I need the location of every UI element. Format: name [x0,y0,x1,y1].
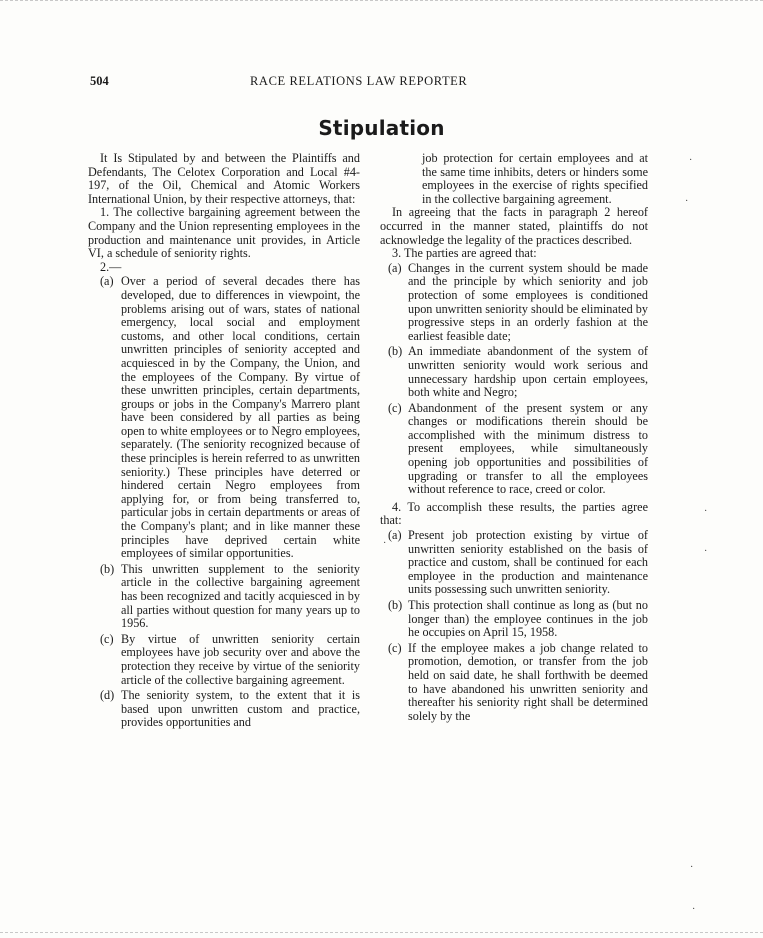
paragraph-4-intro: 4. To accomplish these results, the parties agree that: [380,499,648,528]
scan-speck: · [689,155,693,166]
scan-speck: · [704,546,708,557]
item-label: (a) [100,274,114,289]
paragraph-4c [380,642,648,724]
running-head: RACE RELATIONS LAW REPORTER [250,74,468,88]
item-text: Abandonment of the present system or any changes or modifications therein should be accomplished with the minimum distress to present employees, while simultaneously opening job opportunities and possibilities of upgrading or transfer to all the employees without reference to race, creed or color. [408,400,648,497]
bottom-scan-edge [0,932,763,933]
paragraph-2d [88,689,360,730]
scan-speck: · [383,538,387,549]
paragraph-1: 1. The collective bargaining agreement between the Company and the Union representing employees in the production and maintenance unit provides, in Article VI, a schedule of seniority rights. [88,205,360,261]
paragraph-4b [380,599,648,640]
scan-speck: · [692,904,696,915]
item-label: (b) [388,598,403,612]
item-label: (c) [388,640,402,655]
item-text: The seniority system, to the extent that it is based upon unwritten custom and practice, provides opportunities and [121,688,360,730]
item-label: (a) [388,260,402,275]
scan-speck: · [690,862,694,873]
agreeing-paragraph: In agreeing that the facts in paragraph 2 hereof occurred in the manner stated, plaintiffs do not acknowledge the legality of the practices described. [380,205,648,247]
item-text: An immediate abandonment of the system of unwritten seniority would work serious and unnecessary hardship upon certain employees, both white and Negro; [408,344,648,400]
scan-speck: · [685,196,689,207]
item-text: If the employee makes a job change related to promotion, demotion, or transfer from the job held on said date, he shall forthwith be deemed to have abandoned his unwritten seniority and thereafter his seniority right shall be determined solely by the [408,640,648,723]
intro-paragraph: It Is Stipulated by and between the Plaintiffs and Defendants, The Celotex Corporation and Local #4-197, of the Oil, Chemical and Atomic Workers International Union, by their respective attorneys, that: [88,151,360,206]
paragraph-4a [380,529,648,597]
paragraph-3a [380,262,648,344]
item-label: (c) [388,400,402,415]
document-title: Stipulation [318,116,445,140]
paragraph-2b [88,563,360,631]
left-column [88,152,360,730]
page-number: 504 [90,74,109,88]
paragraph-3c [380,402,648,497]
paragraph-3-intro: 3. The parties are agreed that: [392,246,537,261]
item-label: (b) [100,561,115,576]
item-text: This protection shall continue as long as (but no longer than) the employee continues in the job he occupies on April 15, 1958. [408,598,648,640]
item-label: (a) [388,528,402,543]
item-text: This unwritten supplement to the seniority article in the collective bargaining agreement has been recognized and tacitly acquiesced in by all parties without question for many years up to 1956. [121,561,360,631]
item-text: Present job protection existing by virtue of unwritten seniority established on the basis of practice and custom, shall be continued for each employee in the production and maintenance units possessing such unwritten seniority. [408,528,648,597]
item-label: (b) [388,344,403,359]
paragraph-2-label: 2.— [100,259,122,274]
paragraph-2c [88,633,360,687]
scan-speck: · [704,506,708,517]
item-label: (c) [100,631,114,646]
item-text: By virtue of unwritten seniority certain employees have job security over and above the protection they receive by virtue of the seniority article of the collective bargaining agreement. [121,631,360,687]
paragraph-2d-continuation: job protection for certain employees and at the same time inhibits, deters or hinders some employees in the exercise of rights specified in the collective bargaining agreement. [422,151,648,206]
right-column [380,152,648,723]
paragraph-2a [88,275,360,560]
top-scan-edge [0,0,763,1]
item-text: Changes in the current system should be made and the principle by which seniority and job protection of some employees is conditioned upon unwritten seniority should be eliminated by progressive steps in an orderly fashion at the earliest feasible date; [408,260,648,343]
paragraph-3b [380,345,648,399]
item-text: Over a period of several decades there has developed, due to differences in viewpoint, the problems arising out of wars, states of national emergency, local social and employment customs, and other local conditions, certain unwritten principles of seniority accepted and acquiesced in by the Company, the Union, and the employees of the Company. By virtue of these unwritten principles, certain departments, groups or jobs in the Company's Marrero plant have been considered by all parties as being open to white employees or to Negro employees, separately. (The seniority recognized because of these principles is herein referred to as unwritten seniority.) These principles have deterred or hindered certain Negro employees from applying for, or from being transferred to, particular jobs in certain departments or areas of the Company's plant; and in like manner these principles have deprived certain white employees of similar opportunities. [121,274,360,561]
item-label: (d) [100,688,115,703]
